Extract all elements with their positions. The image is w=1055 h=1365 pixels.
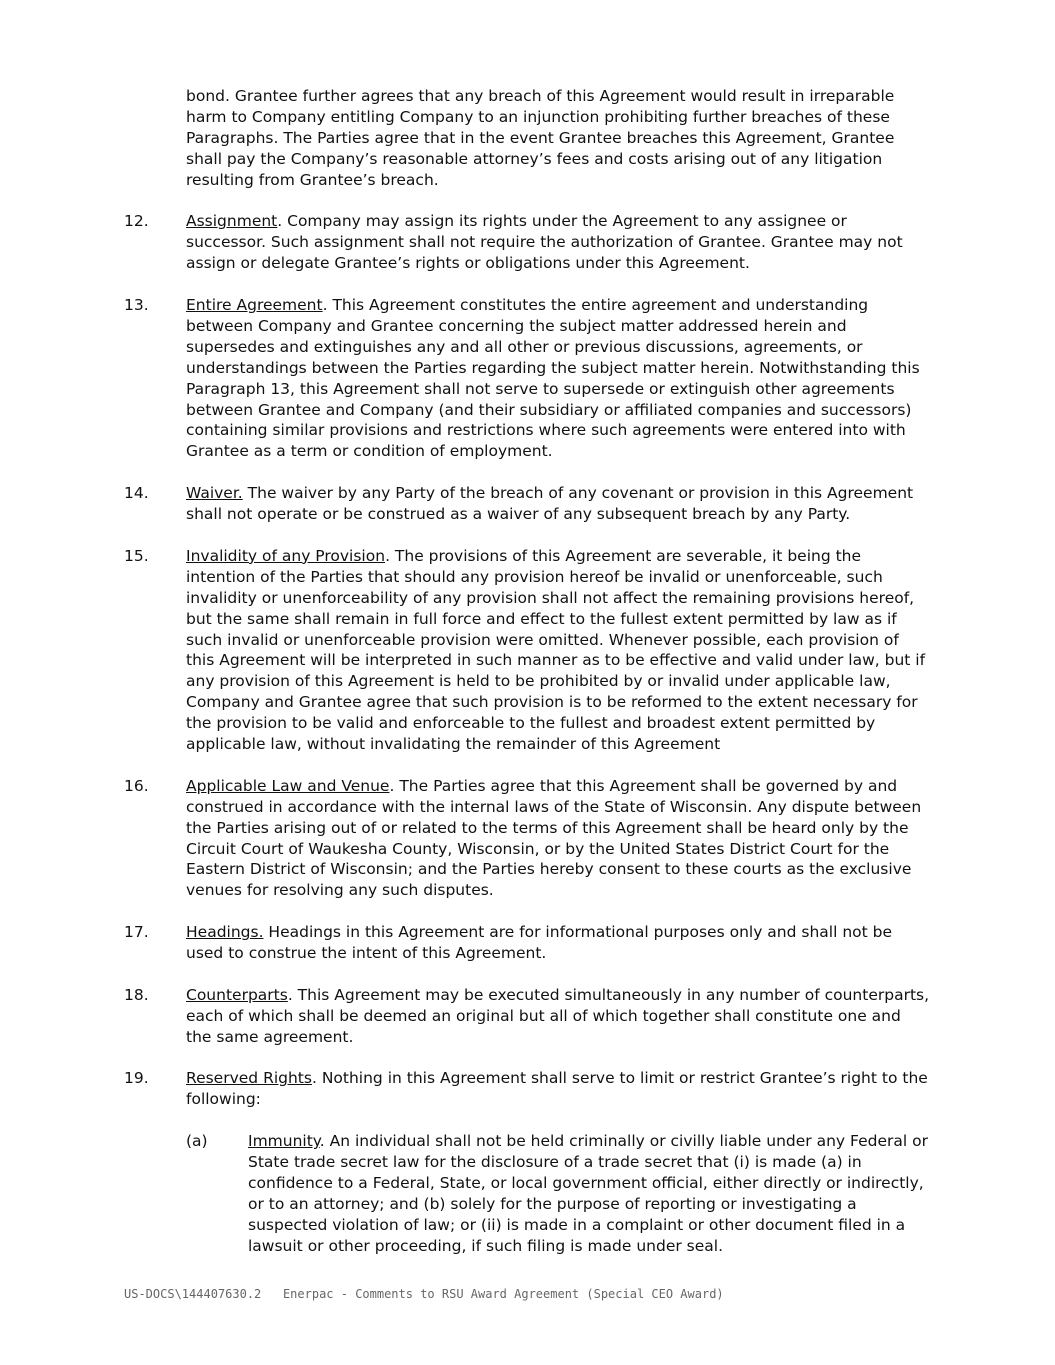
- section-heading: Applicable Law and Venue: [186, 776, 390, 795]
- section-number: 19.: [124, 1069, 149, 1088]
- section-number: 13.: [124, 296, 149, 315]
- section-body: [186, 546, 931, 755]
- section-text: Headings in this Agreement are for informational purposes only and shall not be used to construe the intent of this Agreement.: [186, 923, 893, 963]
- document-footer: US-DOCS\144407630.2 Enerpac - Comments to RSU Award Agreement (Special CEO Award): [124, 1287, 724, 1301]
- section-body: [186, 1068, 931, 1110]
- section-number: 17.: [124, 923, 149, 942]
- section-14: [0, 483, 1055, 525]
- section-15: [0, 546, 1055, 755]
- subsection-heading: Immunity: [248, 1132, 320, 1151]
- section-text: . Nothing in this Agreement shall serve to limit or restrict Grantee’s right to the following:: [186, 1069, 928, 1109]
- subsection-label: (a): [186, 1132, 208, 1151]
- section-17: [0, 922, 1055, 964]
- section-heading: Assignment: [186, 212, 278, 231]
- section-heading: Waiver.: [186, 484, 243, 503]
- section-number: 15.: [124, 546, 149, 565]
- section-text: . The Parties agree that this Agreement shall be governed by and construed in accordance with the internal laws of the State of Wisconsin. Any dispute between the Parties arising out of or related to the terms of this Agreement shall be heard only by the Circuit Court of Waukesha County, Wisconsin, or by the United States District Court for the Eastern District of Wisconsin; and the Parties hereby consent to these courts as the exclusive venues for resolving any such disputes.: [186, 776, 922, 900]
- section-number: 12.: [124, 212, 149, 231]
- document-body: [0, 86, 1055, 1257]
- section-body: [186, 985, 931, 1048]
- section-body: [186, 295, 931, 462]
- section-body: [186, 211, 931, 274]
- section-number: 16.: [124, 776, 149, 795]
- section-heading: Invalidity of any Provision: [186, 546, 386, 565]
- subsection-body: [248, 1131, 938, 1256]
- subsection-a: [0, 1131, 1055, 1256]
- section-text: . This Agreement constitutes the entire agreement and understanding between Company and Grantee concerning the subject matter addressed herein and supersedes and extinguishes any and all other or previous discussions, agreements, or understandings between the Parties regarding the subject matter herein. Notwithstanding this Paragraph 13, this Agreement shall not serve to supersede or extinguish other agreements between Grantee and Company (and their subsidiary or affiliated companies and successors) containing similar provisions and restrictions where such agreements were entered into with Grantee as a term or condition of employment.: [186, 296, 920, 461]
- section-18: [0, 985, 1055, 1048]
- section-12: [0, 211, 1055, 274]
- section-heading: Entire Agreement: [186, 296, 323, 315]
- section-16: [0, 776, 1055, 901]
- section-number: 14.: [124, 484, 149, 503]
- section-text: . The provisions of this Agreement are severable, it being the intention of the Parties that should any provision hereof be invalid or unenforceable, such invalidity or unenforceability of any provision shall not affect the remaining provisions hereof, but the same shall remain in full force and effect to the fullest extent permitted by law as if such invalid or unenforceable provision were omitted. Whenever possible, each provision of this Agreement will be interpreted in such manner as to be effective and valid under law, but if any provision of this Agreement is held to be prohibited by or invalid under applicable law, Company and Grantee agree that such provision is to be reformed to the extent necessary for the provision to be valid and enforceable to the fullest and broadest extent permitted by applicable law, without invalidating the remainder of this Agreement: [186, 546, 926, 754]
- section-number: 18.: [124, 985, 149, 1004]
- section-text: The waiver by any Party of the breach of any covenant or provision in this Agreement shall not operate or be construed as a waiver of any subsequent breach by any Party.: [186, 484, 914, 524]
- subsection-text: . An individual shall not be held criminally or civilly liable under any Federal or State trade secret law for the disclosure of a trade secret that (i) is made (a) in confidence to a Federal, State, or local government official, either directly or indirectly, or to an attorney; and (b) solely for the purpose of reporting or investigating a suspected violation of law; or (ii) is made in a complaint or other document filed in a lawsuit or other proceeding, if such filing is made under seal.: [248, 1132, 928, 1255]
- section-heading: Headings.: [186, 923, 264, 942]
- section-body: [186, 922, 931, 964]
- section-text: . Company may assign its rights under the Agreement to any assignee or successor. Such assignment shall not require the authorization of Grantee. Grantee may not assign or delegate Grantee’s rights or obligations under this Agreement.: [186, 212, 903, 273]
- section-19: [0, 1068, 1055, 1110]
- section-heading: Counterparts: [186, 985, 288, 1004]
- section-text: . This Agreement may be executed simultaneously in any number of counterparts, each of which shall be deemed an original but all of which together shall constitute one and the same agreement.: [186, 985, 930, 1046]
- section-13: [0, 295, 1055, 462]
- intro-paragraph: bond. Grantee further agrees that any breach of this Agreement would result in irreparable harm to Company entitling Company to an injunction prohibiting further breaches of these Paragraphs. The Parties agree that in the event Grantee breaches this Agreement, Grantee shall pay the Company’s reasonable attorney’s fees and costs arising out of any litigation resulting from Grantee’s breach.: [186, 87, 895, 189]
- section-body: [186, 483, 931, 525]
- section-body: [186, 776, 931, 901]
- section-heading: Reserved Rights: [186, 1069, 312, 1088]
